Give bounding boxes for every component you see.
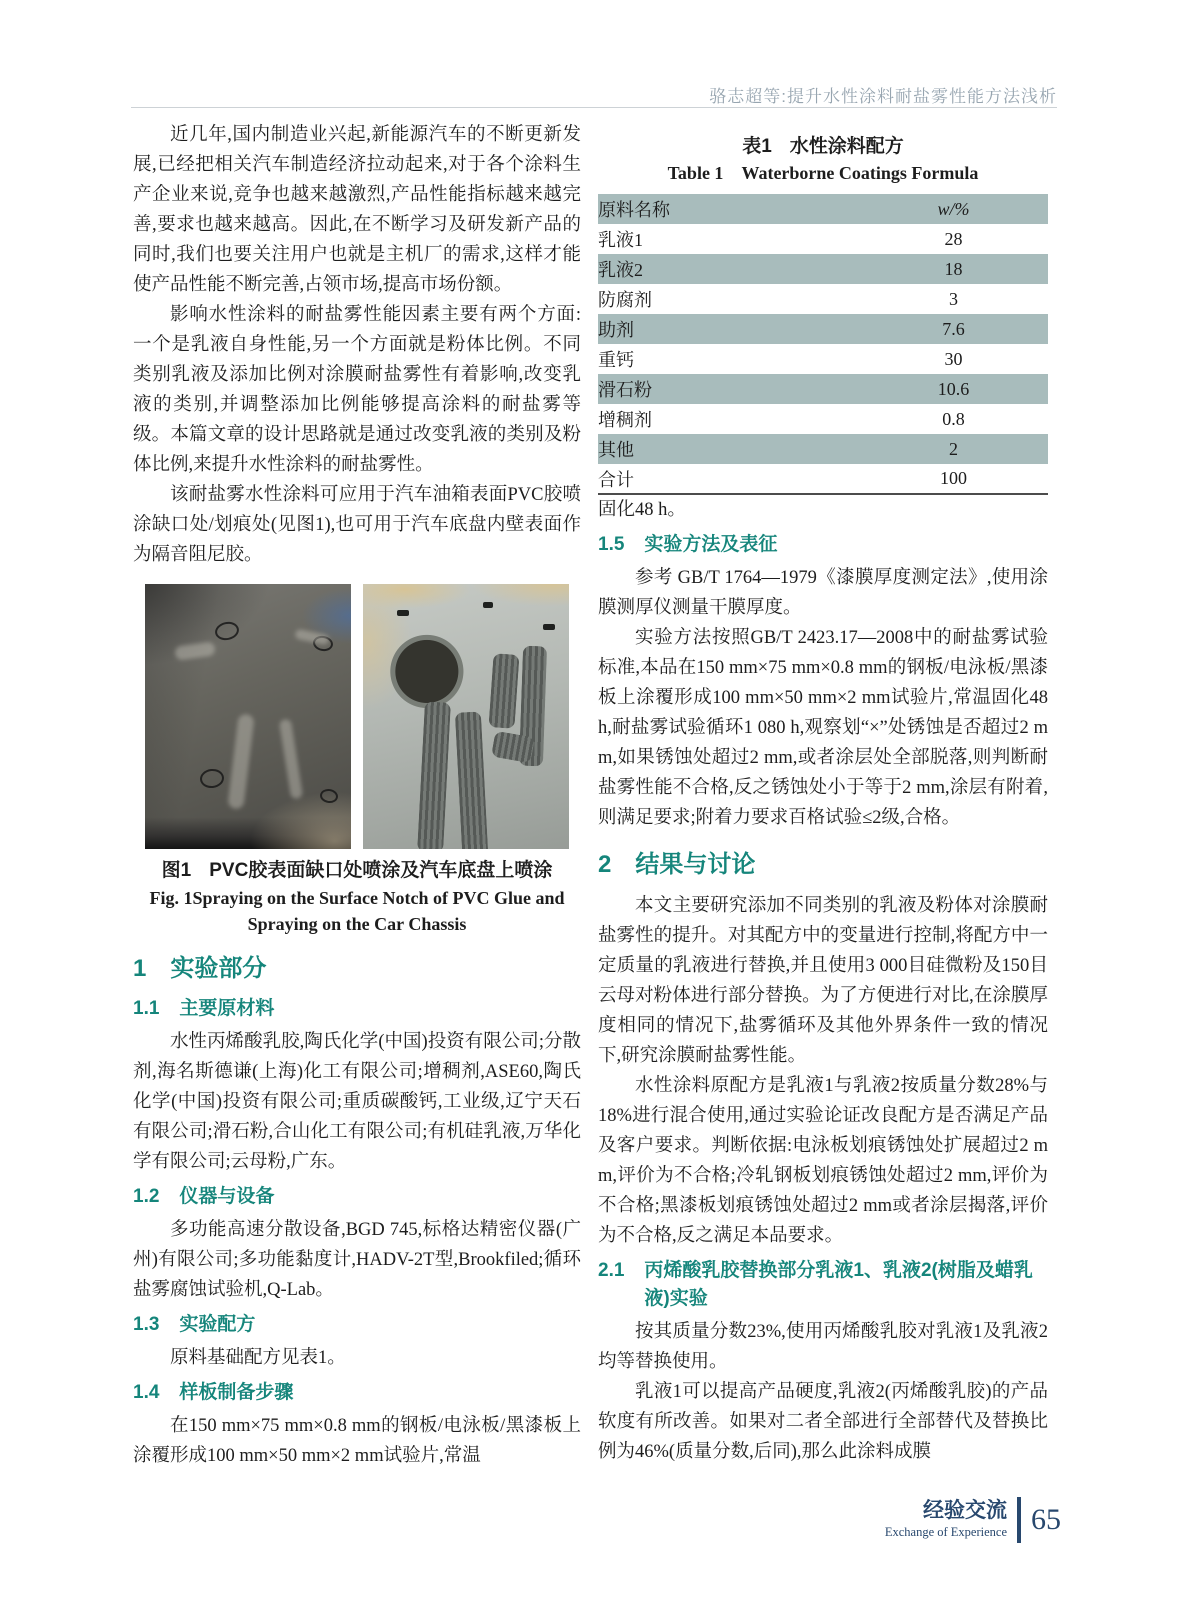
ingredient-value: 18 [944, 258, 963, 279]
paragraph: 近几年,国内制造业兴起,新能源汽车的不断更新发展,已经把相关汽车制造经济拉动起来,对于各个涂料生产企业来说,竞争也越来越激烈,产品性能指标越来越完善,要求也越来越高。因此,在不断学习及研发新产品的同时,我们也要关注用户也就是主机厂的需求,这样才能使产品性能不断完善,占领市场,提高市场份额。 [133, 125, 581, 295]
table1-title-cn [598, 133, 1048, 160]
footer-section-cn: 经验交流 [923, 1499, 1007, 1522]
page-number: 65 [1031, 1503, 1061, 1536]
subsection-title: 样板制备步骤 [179, 1382, 294, 1403]
table1-label-en: Table 1 [667, 163, 724, 183]
footer-section-en: Exchange of Experience [884, 1525, 1007, 1539]
paragraph: 该耐盐雾水性涂料可应用于汽车油箱表面PVC胶喷涂缺口处/划痕处(见图1),也可用于汽车底盘内壁表面作为隔音阻尼胶。 [133, 485, 581, 565]
paragraph: 参考 GB/T 1764—1979《漆膜厚度测定法》,使用涂膜测厚仪测量干膜厚度。 [598, 568, 1048, 618]
ingredient-value: 10.6 [937, 378, 970, 399]
paragraph: 乳液1可以提高产品硬度,乳液2(丙烯酸乳胶)的产品软度有所改善。如果对二者全部进行全部替代及替换比例为46%(质量分数,后同),那么此涂料成膜 [598, 1382, 1048, 1462]
subsection-number: 1.4 [133, 1382, 160, 1403]
figure1-caption-en-line1 [133, 885, 581, 911]
ingredient-value: 2 [949, 438, 958, 459]
paragraph: 影响水性涂料的耐盐雾性能因素主要有两个方面:一个是乳液自身性能,另一个方面就是粉体比例。不同类别乳液及添加比例对涂膜耐盐雾性有着影响,改变乳液的类别,并调整添加比例能够提高涂料的耐盐雾等级。本篇文章的设计思路就是通过改变乳液的类别及粉体比例,来提升水性涂料的耐盐雾性。 [133, 305, 581, 475]
ingredient-name: 乳液1 [598, 230, 643, 250]
figure1-caption-cn [133, 857, 581, 885]
subsection-number: 1.2 [133, 1186, 160, 1207]
ingredient-value: 100 [940, 468, 967, 488]
ingredient-name: 滑石粉 [598, 380, 652, 400]
figure1-title-en: Spraying on the Surface Notch of PVC Glue and [192, 888, 565, 908]
figure1-label-en: Fig. 1 [149, 888, 193, 908]
subsection-heading-1-4 [133, 1379, 581, 1407]
ingredient-value: 3 [949, 288, 958, 309]
ingredient-name: 防腐剂 [598, 290, 652, 310]
table-row [598, 374, 1048, 404]
figure1-caption-en-line2: Spraying on the Car Chassis [247, 914, 467, 934]
column-header-name: 原料名称 [598, 200, 670, 220]
ingredient-name: 增稠剂 [598, 410, 652, 430]
footer-divider-bar [1017, 1497, 1021, 1543]
formula-table [598, 194, 1048, 495]
sprayed-strip [488, 653, 519, 729]
footer-section-labels [885, 1499, 1007, 1541]
page-footer [885, 1497, 1061, 1543]
table1-label: 表1 [742, 136, 772, 157]
left-column [133, 120, 581, 1471]
paragraph: 固化48 h。 [598, 500, 686, 520]
table1-title-text-en: Waterborne Coatings Formula [741, 163, 979, 183]
table-row [598, 344, 1048, 374]
subsection-heading-1-3 [133, 1311, 581, 1339]
subsection-number: 1.1 [133, 998, 160, 1019]
figure1-label: 图1 [161, 860, 192, 881]
ingredient-name: 乳液2 [598, 260, 643, 280]
paragraph: 在150 mm×75 mm×0.8 mm的钢板/电泳板/黑漆板上涂覆形成100 mm×50 mm×2 mm试验片,常温 [133, 1416, 581, 1466]
table-row [598, 404, 1048, 434]
header-rule [131, 107, 1057, 108]
ingredient-value: 30 [944, 348, 963, 369]
ingredient-name: 重钙 [598, 350, 634, 370]
figure1-caption [133, 857, 581, 937]
chassis-slot [543, 624, 555, 630]
section-heading-1 [133, 951, 581, 987]
paragraph: 多功能高速分散设备,BGD 745,标格达精密仪器(广州)有限公司;多功能黏度计,HADV-2T型,Brookfiled;循环盐雾腐蚀试验机,Q-Lab。 [133, 1220, 581, 1300]
subsection-title: 丙烯酸乳胶替换部分乳液1、乳液2(树脂及蜡乳液)实验 [644, 1260, 1033, 1309]
ingredient-value: 0.8 [942, 408, 965, 429]
sprayed-strip [417, 701, 451, 849]
subsection-number: 1.3 [133, 1314, 160, 1335]
paragraph: 实验方法按照GB/T 2423.17—2008中的耐盐雾试验标准,本品在150 mm×75 mm×0.8 mm的钢板/电泳板/黑漆板上涂覆形成100 mm×50 mm×2 mm试验片,常温固化48 h,耐盐雾试验循环1 080 h,观察划“×”处锈蚀是否超过2 mm,如果锈蚀处超过2 mm,或者涂层处全部脱落,则判断耐盐雾性能不合格,反之锈蚀处小于等于2 mm,涂层有附着,则满足要求;附着力要求百格试验≤2级,合格。 [598, 628, 1048, 828]
chassis-slot [483, 602, 493, 608]
subsection-title: 仪器与设备 [179, 1186, 275, 1207]
table-row [598, 284, 1048, 314]
ingredient-value: 7.6 [942, 318, 965, 339]
chassis-slot [397, 610, 409, 616]
section-title: 实验部分 [170, 955, 267, 982]
table-row [598, 224, 1048, 254]
section-heading-2 [598, 847, 1048, 883]
subsection-heading-1-2 [133, 1183, 581, 1211]
ingredient-name: 其他 [598, 440, 634, 460]
table-row [598, 254, 1048, 284]
right-column [598, 133, 1048, 1467]
section-title: 结果与讨论 [635, 851, 756, 878]
subsection-heading-1-1 [133, 995, 581, 1023]
scratch-mark [174, 641, 216, 660]
table1-title-text: 水性涂料配方 [789, 136, 904, 157]
ingredient-value: 28 [944, 228, 963, 249]
subsection-number: 1.5 [598, 534, 625, 555]
pen-circle-mark [319, 788, 339, 804]
table-header-row [598, 194, 1048, 224]
subsection-title: 实验配方 [179, 1314, 256, 1335]
table-row [598, 464, 1048, 494]
subsection-heading-2-1 [598, 1257, 1048, 1313]
figure1-photo-car-chassis [363, 584, 569, 849]
scratch-mark [227, 713, 254, 809]
sprayed-strip [491, 731, 535, 764]
sprayed-strip [455, 711, 489, 849]
table-row [598, 434, 1048, 464]
section-number: 1 [133, 955, 147, 982]
pen-circle-mark [213, 620, 240, 643]
subsection-title: 实验方法及表征 [644, 534, 778, 555]
ingredient-name: 合计 [598, 469, 634, 490]
subsection-title: 主要原材料 [179, 998, 275, 1019]
paragraph: 按其质量分数23%,使用丙烯酸乳胶对乳液1及乳液2均等替换使用。 [598, 1322, 1048, 1372]
subsection-heading-1-5 [598, 531, 1048, 559]
ingredient-name: 助剂 [598, 320, 634, 340]
paragraph: 本文主要研究添加不同类别的乳液及粉体对涂膜耐盐雾性的提升。对其配方中的变量进行控制,将配方中一定质量的乳液进行替换,并且使用3 000目硅微粉及150目云母对粉体进行部分替换。为了方便进行对比,在涂膜厚度相同的情况下,盐雾循环及其他外界条件一致的情况下,研究涂膜耐盐雾性能。 [598, 896, 1048, 1066]
section-number: 2 [598, 851, 612, 878]
column-header-value: w/% [937, 198, 970, 219]
paragraph: 原料基础配方见表1。 [170, 1348, 346, 1368]
paragraph: 水性丙烯酸乳胶,陶氏化学(中国)投资有限公司;分散剂,海名斯德谦(上海)化工有限公司;增稠剂,ASE60,陶氏化学(中国)投资有限公司;重质碳酸钙,工业级,辽宁天石有限公司;滑石粉,合山化工有限公司;有机硅乳液,万华化学有限公司;云母粉,广东。 [133, 1032, 581, 1172]
figure1-photos [133, 584, 581, 849]
scratch-mark [279, 719, 303, 800]
paragraph: 水性涂料原配方是乳液1与乳液2按质量分数28%与18%进行混合使用,通过实验论证改良配方是否满足产品及客户要求。判断依据:电泳板划痕锈蚀处扩展超过2 mm,评价为不合格;冷轧钢板划痕锈蚀处超过2 mm,评价为不合格;黑漆板划痕锈蚀处超过2 mm或者涂层揭落,评价为不合格,反之满足本品要求。 [598, 1076, 1048, 1246]
figure1-title-cn: PVC胶表面缺口处喷涂及汽车底盘上喷涂 [209, 860, 553, 881]
figure1-photo-pvc-tank [145, 584, 351, 849]
table1-title-en [598, 160, 1048, 186]
pen-circle-mark [199, 768, 225, 789]
running-head: 骆志超等:提升水性涂料耐盐雾性能方法浅析 [709, 87, 1057, 106]
subsection-number: 2.1 [598, 1260, 625, 1281]
table-row [598, 314, 1048, 344]
